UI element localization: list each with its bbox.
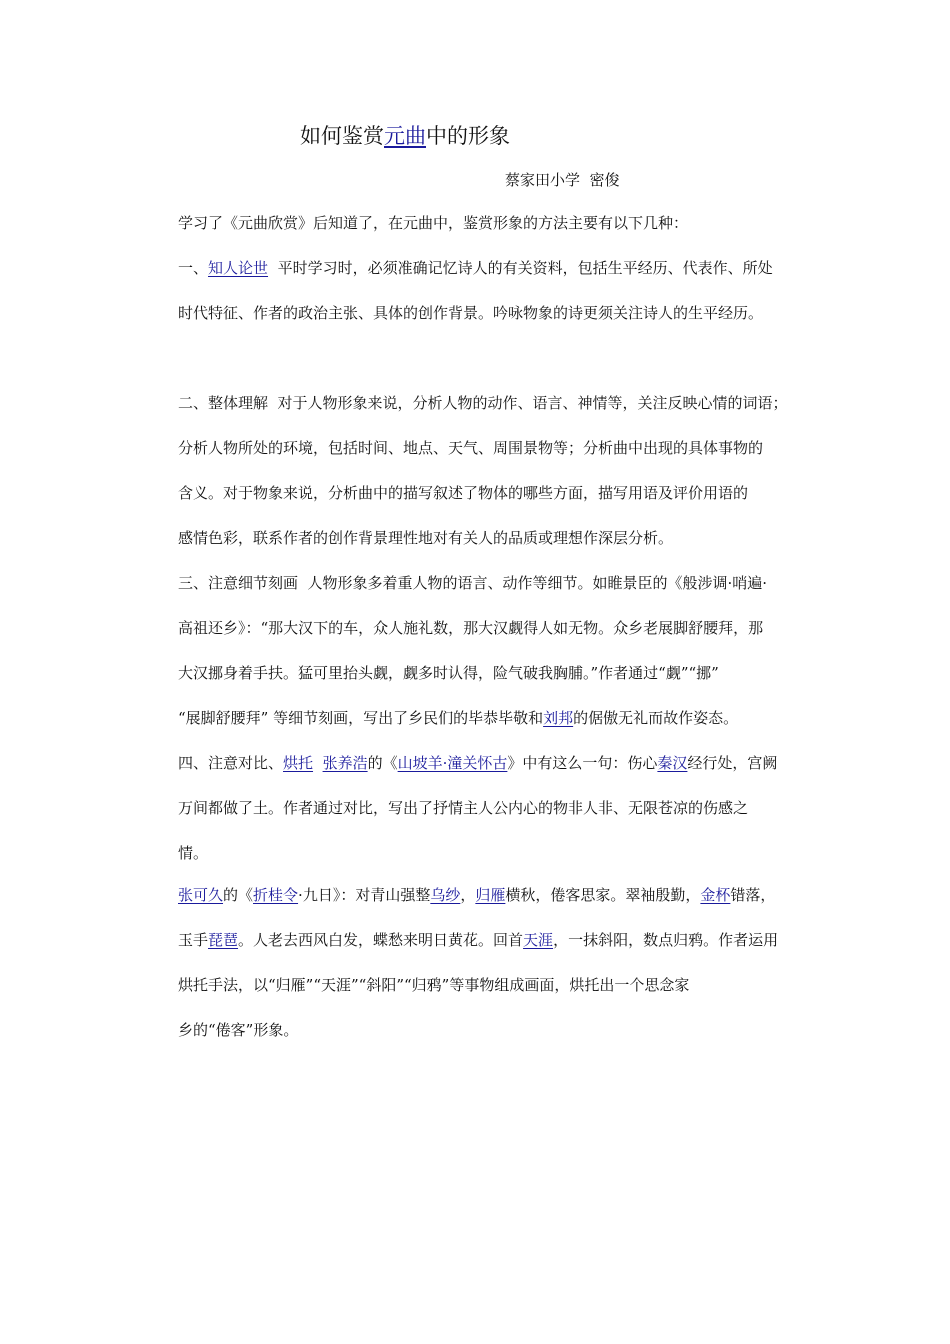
section-5-line-3: 烘托手法，以“归雁”“天涯”“斜阳”“归鸦”等事物组成画面，烘托出一个思念家	[178, 976, 690, 994]
section-2-line-1: 二、整体理解 对于人物形象来说，分析人物的动作、语言、神情等，关注反映心情的词语；	[178, 394, 788, 412]
section-4-line-1-d: 经行处，宫阙	[687, 754, 778, 772]
section-2-line-4: 感情色彩，联系作者的创作背景理性地对有关人的品质或理想作深层分析。	[178, 529, 674, 547]
author-line: 蔡家田小学 密俊	[505, 171, 620, 189]
link-qinhan[interactable]: 秦汉	[657, 754, 688, 772]
section-5-line-1-d: 横秋，倦客思家。翠袖殷勤，	[505, 886, 701, 904]
section-4	[178, 741, 818, 876]
section-5-line-1-e: 错落，	[730, 886, 776, 904]
section-5-line-2	[178, 918, 818, 963]
section-3-line-2: 高祖还乡》：“那大汉下的车，众人施礼数，那大汉觑得人如无物。众乡老展脚舒腰拜，那	[178, 619, 764, 637]
section-5-line-2-c: ，一抹斜阳，数点归鸦。作者运用	[553, 931, 779, 949]
link-zhirenlunshi[interactable]: 知人论世	[208, 259, 269, 277]
section-3-line-4-a: “展脚舒腰拜” 等细节刻画，写出了乡民们的毕恭毕敬和	[178, 709, 544, 727]
link-hongtuo[interactable]: 烘托	[283, 754, 314, 772]
section-5-line-4: 乡的“倦客”形象。	[178, 1021, 299, 1039]
link-zhangkejiu[interactable]: 张可久	[178, 886, 224, 904]
section-1-prefix: 一、	[178, 259, 209, 277]
section-1	[178, 246, 818, 336]
section-3-line-4	[178, 696, 818, 741]
title-before: 如何鉴赏	[300, 124, 384, 148]
title-link-yuanqu[interactable]: 元曲	[384, 124, 426, 148]
section-3-line-4-b: 的倨傲无礼而故作姿态。	[573, 709, 739, 727]
section-5	[178, 873, 818, 1053]
title-after: 中的形象	[426, 124, 510, 148]
link-zheguiling[interactable]: 折桂令	[253, 886, 299, 904]
section-4-spacer	[313, 754, 323, 772]
section-4-line-1-c: 》中有这么一句：伤心	[507, 754, 658, 772]
section-3-line-3: 大汉挪身着手扶。猛可里抬头觑，觑多时认得，险气破我胸脯。”作者通过“觑”“挪”	[178, 664, 719, 682]
section-1-line-1	[178, 246, 818, 291]
section-3-line-1: 三、注意细节刻画 人物形象多着重人物的语言、动作等细节。如睢景臣的《般涉调·哨遍·	[178, 574, 768, 592]
intro-paragraph	[178, 201, 818, 246]
section-4-line-2: 万间都做了土。作者通过对比，写出了抒情主人公内心的物非人非、无限苍凉的伤感之	[178, 799, 749, 817]
section-4-line-1	[178, 741, 818, 786]
link-guiyan[interactable]: 归雁	[475, 886, 506, 904]
link-zhangyanghao[interactable]: 张养浩	[322, 754, 368, 772]
section-2-line-2: 分析人物所处的环境，包括时间、地点、天气、周围景物等；分析曲中出现的具体事物的	[178, 439, 764, 457]
link-jinbei[interactable]: 金杯	[700, 886, 731, 904]
section-1-line-2: 时代特征、作者的政治主张、具体的创作背景。吟咏物象的诗更须关注诗人的生平经历。	[178, 304, 764, 322]
section-1-line-1-rest: 平时学习时，必须准确记忆诗人的有关资料，包括生平经历、代表作、所处	[268, 259, 773, 277]
section-5-line-2-b: 。人老去西风白发，蝶愁来明日黄花。回首	[238, 931, 524, 949]
page-title	[300, 120, 510, 152]
section-4-line-1-a: 四、注意对比、	[178, 754, 284, 772]
section-4-line-1-b: 的《	[367, 754, 398, 772]
section-5-line-1-a: 的《	[223, 886, 254, 904]
link-shanpoyang[interactable]: 山坡羊·潼关怀古	[397, 754, 508, 772]
section-5-line-1-c: ，	[460, 886, 476, 904]
intro-line: 学习了《元曲欣赏》后知道了，在元曲中，鉴赏形象的方法主要有以下几种：	[178, 214, 689, 232]
section-2-line-3: 含义。对于物象来说，分析曲中的描写叙述了物体的哪些方面，描写用语及评价用语的	[178, 484, 749, 502]
link-tianya[interactable]: 天涯	[523, 931, 554, 949]
section-3	[178, 561, 818, 741]
link-pipa[interactable]: 琵琶	[208, 931, 239, 949]
section-5-line-2-a: 玉手	[178, 931, 209, 949]
section-5-line-1-b: ·九日》：对青山强整	[298, 886, 431, 904]
section-4-line-3: 情。	[178, 844, 209, 862]
link-liubang[interactable]: 刘邦	[543, 709, 574, 727]
section-2	[178, 381, 818, 561]
section-5-line-1	[178, 873, 818, 918]
link-wusha[interactable]: 乌纱	[430, 886, 461, 904]
